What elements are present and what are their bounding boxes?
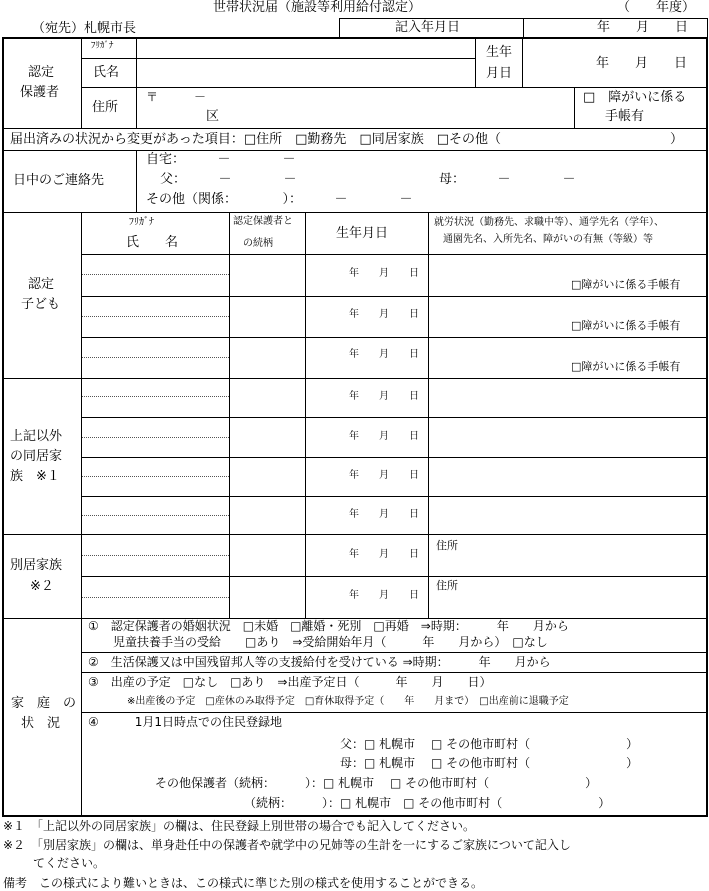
registration-mother[interactable]: 母：□ 札幌市 □ その他市町村（ ） xyxy=(340,756,639,770)
registration-heading: ④ 1月1日時点での住民登録地 xyxy=(88,715,283,729)
col-birth: 生年月日 xyxy=(336,226,389,241)
postal-code[interactable]: 〒 － xyxy=(146,90,207,104)
changes-row[interactable]: 届出済みの状況から変更があった項目：□住所 □勤務先 □同居家族 □その他（ ） xyxy=(10,132,684,147)
household-label-1: 上記以外 xyxy=(10,429,63,444)
addressee: （宛先）札幌市長 xyxy=(32,21,137,36)
guardian-birth-date[interactable]: 年 月 日 xyxy=(596,56,688,71)
child-3-birth[interactable]: 年 月 日 xyxy=(349,349,419,360)
col-furigana: ﾌﾘｶﾞﾅ xyxy=(129,217,154,228)
guardian-label-2: 保護者 xyxy=(20,85,60,100)
guardian-label-1: 認定 xyxy=(28,65,55,80)
registration-father[interactable]: 父：□ 札幌市 □ その他市町村（ ） xyxy=(340,737,639,751)
child-section-label-2: 子ども xyxy=(21,297,61,312)
welfare-row[interactable]: ② 生活保護又は中国残留邦人等の支援給付を受けている ⇒時期： 年 月から xyxy=(88,655,551,669)
birth-label-2: 月日 xyxy=(486,66,513,81)
child-3-disability-checkbox[interactable]: □障がいに係る手帳有 xyxy=(571,360,681,373)
form-title: 世帯状況届（施設等利用給付認定） xyxy=(213,0,422,15)
registration-other-1[interactable]: その他保護者（続柄： ）：□ 札幌市 □ その他市町村（ ） xyxy=(155,776,598,790)
note-1: ※１ 「上記以外の同居家族」の欄は、住民登録上別世帯の場合でも記入してください。 xyxy=(3,819,476,833)
separate-label-1: 別居家族 xyxy=(10,558,63,573)
guardian-name-field[interactable] xyxy=(138,60,473,86)
furigana-label: ﾌﾘｶﾞﾅ xyxy=(91,41,114,51)
child-1-birth[interactable]: 年 月 日 xyxy=(349,268,419,279)
col-relation-2: の続柄 xyxy=(243,238,273,249)
family-label-2: 状 況 xyxy=(21,716,61,731)
entry-date-value: 年 月 日 xyxy=(597,20,689,35)
household-label-3: 族 ※１ xyxy=(10,469,60,484)
household-3-birth[interactable]: 年 月 日 xyxy=(349,470,419,481)
household-2-birth[interactable]: 年 月 日 xyxy=(349,431,419,442)
name-label: 氏名 xyxy=(93,65,120,80)
fiscal-year: （ 年度） xyxy=(617,0,696,15)
col-name: 氏 名 xyxy=(126,235,179,250)
note-2b: てください。 xyxy=(33,856,106,870)
birth-plan-row[interactable]: ③ 出産の予定 □なし □あり ⇒出産予定日（ 年 月 日） xyxy=(88,675,492,689)
separate-label-2: ※２ xyxy=(30,579,54,594)
col-status-1: 就労状況（勤務先、求職中等）、通学先名（学年）、 xyxy=(434,217,664,228)
marital-status-row[interactable]: ① 認定保護者の婚姻状況 □未婚 □離婚・死別 □再婚 ⇒時期： 年 月から xyxy=(88,619,569,633)
separate-2-address: 住所 xyxy=(436,579,458,592)
household-label-2: の同居家 xyxy=(10,449,63,464)
contact-mother[interactable]: 母： － － xyxy=(439,172,576,187)
note-2a: ※２ 「別居家族」の欄は、単身赴任中の保護者や就学中の兄姉等の生計を一にするご家族について記入し xyxy=(3,838,571,852)
household-4-birth[interactable]: 年 月 日 xyxy=(349,509,419,520)
guardian-disability-checkbox[interactable]: □ 障がいに係る xyxy=(583,90,687,105)
child-1-disability-checkbox[interactable]: □障がいに係る手帳有 xyxy=(571,278,681,291)
post-birth-plan-row[interactable]: ※出産後の予定 □産休のみ取得予定 □育休取得予定（ 年 月まで） □出産前に退職予定 xyxy=(127,696,569,707)
address-label: 住所 xyxy=(92,100,119,115)
registration-other-2[interactable]: （続柄： ）：□ 札幌市 □ その他市町村（ ） xyxy=(244,796,611,810)
child-allowance-row[interactable]: 児童扶養手当の受給 □あり ⇒受給開始年月（ 年 月から） □なし xyxy=(113,635,548,649)
ward-label: 区 xyxy=(206,109,220,124)
separate-2-birth[interactable]: 年 月 日 xyxy=(349,590,419,601)
separate-1-address: 住所 xyxy=(436,539,458,552)
household-1-birth[interactable]: 年 月 日 xyxy=(349,391,419,402)
contact-label: 日中のご連絡先 xyxy=(13,173,105,188)
contact-home[interactable]: 自宅： － － xyxy=(146,152,296,167)
note-3: 備考 この様式により難いときは、この様式に準じた別の様式を使用することができる。 xyxy=(3,876,484,890)
contact-father[interactable]: 父： － － xyxy=(160,172,297,187)
entry-date-label: 記入年月日 xyxy=(395,20,461,35)
guardian-disability-label: 手帳有 xyxy=(605,109,645,124)
child-section-label-1: 認定 xyxy=(28,277,55,292)
child-2-birth[interactable]: 年 月 日 xyxy=(349,309,419,320)
family-label-1: 家 庭 の xyxy=(11,696,77,711)
guardian-furigana-field[interactable] xyxy=(138,39,473,57)
col-status-2: 通園先名、入所先名、障がいの有無（等級）等 xyxy=(443,234,653,245)
col-relation-1: 認定保護者と xyxy=(233,216,293,227)
birth-label-1: 生年 xyxy=(486,45,513,60)
separate-1-birth[interactable]: 年 月 日 xyxy=(349,549,419,560)
contact-other[interactable]: その他（関係： ）： － － xyxy=(146,192,413,207)
child-2-disability-checkbox[interactable]: □障がいに係る手帳有 xyxy=(571,319,681,332)
